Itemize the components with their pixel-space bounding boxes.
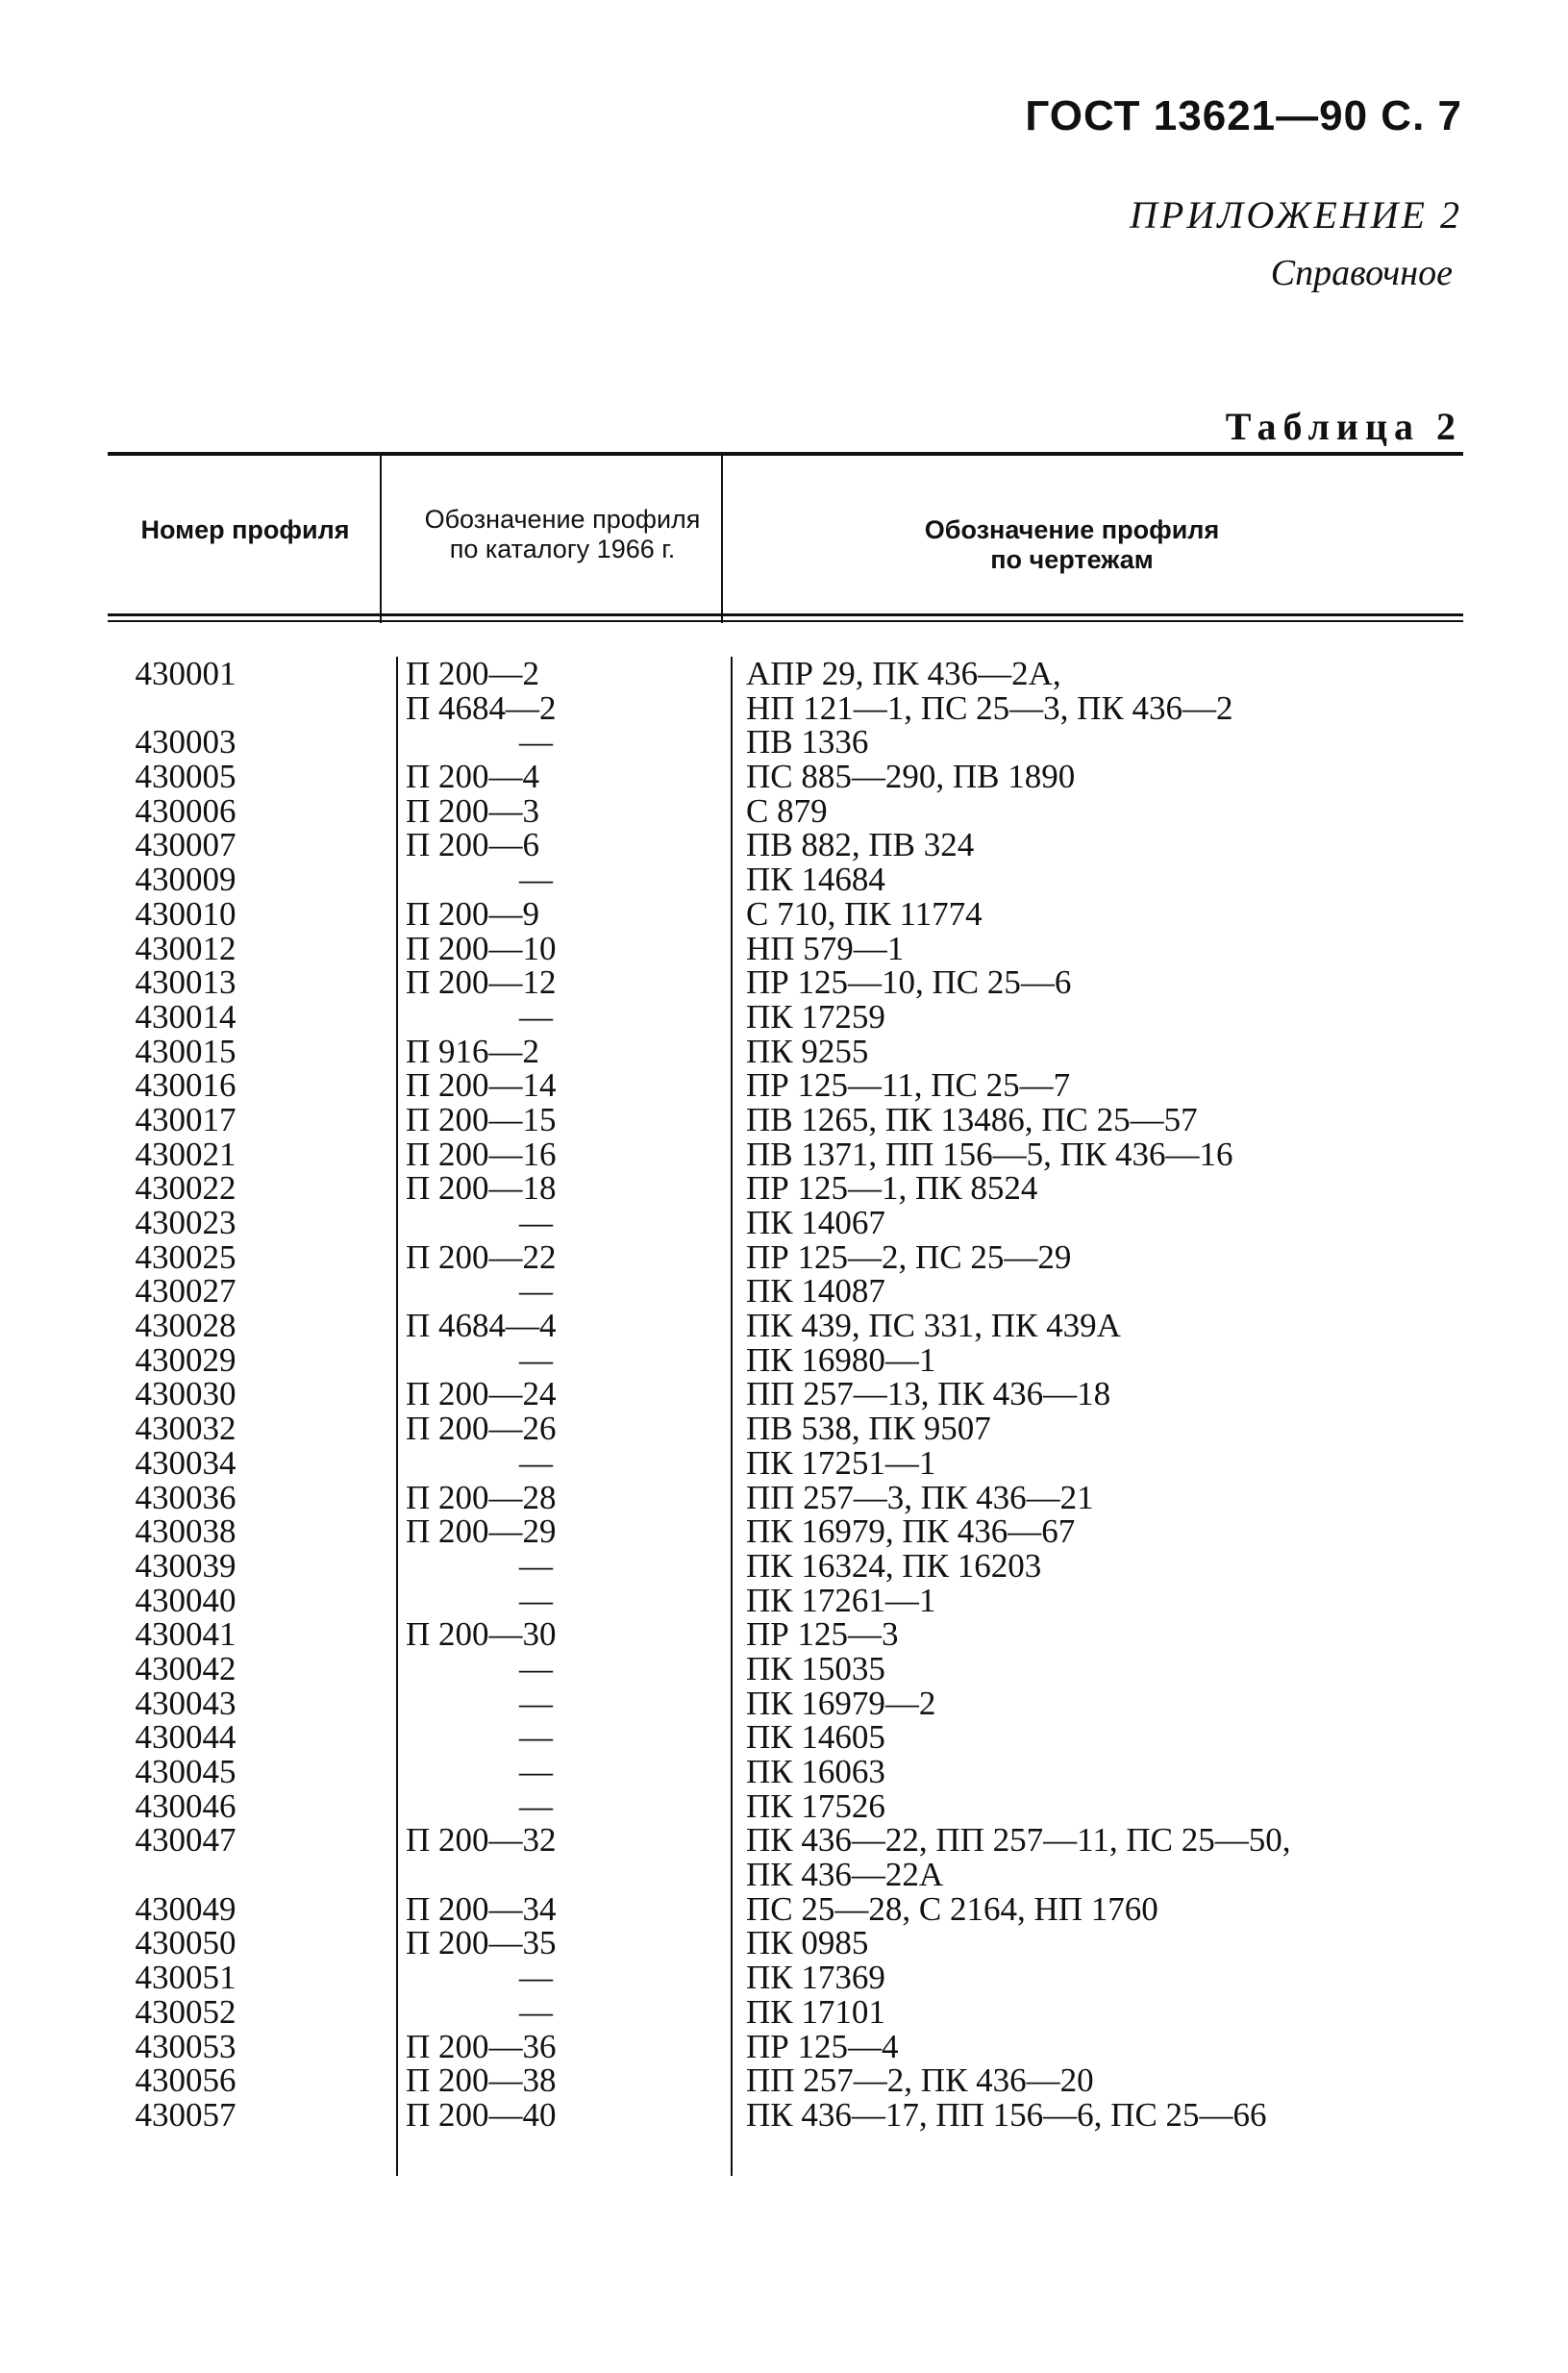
drawing-designation: ПК 14087: [746, 1272, 885, 1311]
drawing-designation: ПС 885—290, ПВ 1890: [746, 758, 1076, 796]
drawing-designation: ПК 14067: [746, 1204, 885, 1241]
profile-number: 430023: [135, 1204, 236, 1241]
profile-number: 430017: [135, 1100, 236, 1138]
profile-number: 430027: [135, 1272, 236, 1311]
drawing-designation: ПП 257—13, ПК 436—18: [746, 1375, 1111, 1413]
table-row: [0, 1340, 1568, 1379]
table-row: [0, 657, 1568, 691]
profile-number: 430046: [135, 1786, 236, 1825]
drawing-designation: ПП 257—3, ПК 436—21: [746, 1478, 1094, 1516]
drawing-designation: ПВ 538, ПК 9507: [746, 1410, 991, 1448]
table-row: [0, 1137, 1568, 1172]
catalog-designation: —: [519, 1272, 553, 1311]
table-row: [0, 828, 1568, 862]
profile-number: 430053: [135, 2027, 236, 2065]
catalog-designation: П 200—16: [406, 1135, 557, 1173]
profile-number: 430006: [135, 791, 236, 830]
table-row: [0, 2095, 1568, 2134]
profile-number: 430028: [135, 1307, 236, 1345]
drawing-designation: ПР 125—3: [746, 1615, 899, 1654]
catalog-designation: П 200—14: [406, 1066, 557, 1105]
catalog-designation: —: [519, 1684, 553, 1722]
table-row: [0, 894, 1568, 933]
drawing-designation: ПК 436—22А: [746, 1856, 944, 1894]
drawing-designation: ПК 16324, ПК 16203: [746, 1546, 1042, 1585]
catalog-designation: —: [519, 861, 553, 899]
drawing-designation: С 879: [746, 791, 828, 830]
catalog-designation: —: [519, 1753, 553, 1790]
catalog-designation: —: [519, 1786, 553, 1825]
table-row: [0, 965, 1568, 1000]
table-row: [0, 1377, 1568, 1411]
profile-number: 430039: [135, 1546, 236, 1585]
drawing-designation: ПК 17259: [746, 997, 885, 1036]
drawing-designation: ПР 125—1, ПК 8524: [746, 1169, 1038, 1208]
catalog-designation: П 200—10: [406, 929, 557, 967]
catalog-designation: П 200—3: [406, 791, 540, 830]
catalog-designation: —: [519, 1581, 553, 1619]
drawing-designation: ПК 17251—1: [746, 1443, 936, 1482]
column-divider-2: [721, 454, 723, 623]
table-row: [0, 1068, 1568, 1103]
catalog-designation: П 200—40: [406, 2095, 557, 2134]
catalog-designation: П 200—36: [406, 2027, 557, 2065]
table-row: [0, 688, 1568, 727]
profile-number: 430047: [135, 1821, 236, 1860]
drawing-designation: ПР 125—2, ПС 25—29: [746, 1237, 1072, 1276]
catalog-designation: П 4684—4: [406, 1307, 557, 1345]
catalog-designation: П 200—4: [406, 758, 540, 796]
column-divider-1: [380, 454, 382, 623]
catalog-designation: П 200—24: [406, 1375, 557, 1413]
catalog-designation: П 200—18: [406, 1169, 557, 1208]
column-header-catalog: Обозначение профиля по каталогу 1966 г.: [424, 505, 701, 563]
table-label: Таблица 2: [1225, 405, 1462, 448]
table-row: [0, 1032, 1568, 1070]
table-row: [0, 929, 1568, 967]
catalog-designation: —: [519, 1649, 553, 1687]
table-row: [0, 725, 1568, 760]
profile-number: 430042: [135, 1649, 236, 1687]
profile-number: 430007: [135, 826, 236, 864]
drawing-designation: ПК 0985: [746, 1924, 869, 1962]
appendix-title: ПРИЛОЖЕНИЕ 2: [1130, 193, 1462, 237]
drawing-designation: С 710, ПК 11774: [746, 894, 983, 933]
catalog-designation: П 200—34: [406, 1889, 557, 1928]
drawing-designation: ПК 17526: [746, 1786, 885, 1825]
drawing-designation: ПК 436—22, ПП 257—11, ПС 25—50,: [746, 1821, 1291, 1860]
profile-number: 430013: [135, 963, 236, 1002]
catalog-designation: П 200—6: [406, 826, 540, 864]
catalog-designation: П 200—29: [406, 1512, 557, 1551]
table-row: [0, 1992, 1568, 2031]
drawing-designation: ПК 14605: [746, 1718, 885, 1757]
catalog-designation: —: [519, 1718, 553, 1757]
catalog-designation: П 200—12: [406, 963, 557, 1002]
drawing-designation: ПК 16980—1: [746, 1340, 936, 1379]
catalog-designation: —: [519, 1546, 553, 1585]
drawing-designation: АПР 29, ПК 436—2А,: [746, 655, 1061, 692]
profile-number: 430022: [135, 1169, 236, 1208]
drawing-designation: ПП 257—2, ПК 436—20: [746, 2061, 1094, 2100]
table-row: [0, 1858, 1568, 1892]
appendix-type: Справочное: [1270, 253, 1453, 293]
drawing-designation: ПК 15035: [746, 1649, 885, 1687]
catalog-designation: —: [519, 997, 553, 1036]
table-row: [0, 791, 1568, 830]
profile-number: 430040: [135, 1581, 236, 1619]
table-row: [0, 862, 1568, 897]
profile-number: 430030: [135, 1375, 236, 1413]
profile-number: 430049: [135, 1889, 236, 1928]
table-row: [0, 1411, 1568, 1446]
catalog-designation: П 200—30: [406, 1615, 557, 1654]
table-row: [0, 760, 1568, 794]
profile-number: 430052: [135, 1992, 236, 2031]
table-row: [0, 1443, 1568, 1482]
profile-number: 430029: [135, 1340, 236, 1379]
profile-number: 430021: [135, 1135, 236, 1173]
column-header-number: Номер профиля: [140, 515, 350, 544]
table-header-rule: [108, 613, 1463, 616]
drawing-designation: ПР 125—4: [746, 2027, 899, 2065]
profile-number: 430012: [135, 929, 236, 967]
profile-number: 430041: [135, 1615, 236, 1654]
catalog-designation: П 200—26: [406, 1410, 557, 1448]
profile-number: 430043: [135, 1684, 236, 1722]
drawing-designation: ПК 17101: [746, 1992, 885, 2031]
table-row: [0, 1720, 1568, 1755]
table-row: [0, 1478, 1568, 1516]
drawing-designation: ПР 125—10, ПС 25—6: [746, 963, 1072, 1002]
drawing-designation: ПВ 1265, ПК 13486, ПС 25—57: [746, 1100, 1198, 1138]
drawing-designation: ПК 439, ПС 331, ПК 439А: [746, 1307, 1121, 1345]
table-row: [0, 1786, 1568, 1825]
table-row: [0, 1274, 1568, 1309]
catalog-designation: —: [519, 1204, 553, 1241]
profile-number: 430010: [135, 894, 236, 933]
catalog-designation: П 4684—2: [406, 688, 557, 727]
catalog-designation: П 200—35: [406, 1924, 557, 1962]
profile-number: 430009: [135, 861, 236, 899]
table-row: [0, 2027, 1568, 2065]
table-body: [0, 657, 1568, 2133]
profile-number: 430045: [135, 1753, 236, 1790]
profile-number: 430015: [135, 1032, 236, 1070]
profile-number: 430032: [135, 1410, 236, 1448]
drawing-designation: ПР 125—11, ПС 25—7: [746, 1066, 1071, 1105]
table-row: [0, 1755, 1568, 1789]
profile-number: 430044: [135, 1718, 236, 1757]
catalog-designation: —: [519, 723, 553, 762]
drawing-designation: ПК 9255: [746, 1032, 869, 1070]
table-row: [0, 1961, 1568, 1995]
profile-number: 430034: [135, 1443, 236, 1482]
table-row: [0, 1686, 1568, 1721]
drawing-designation: ПК 16979, ПК 436—67: [746, 1512, 1076, 1551]
table-row: [0, 1889, 1568, 1928]
table-row: [0, 1649, 1568, 1687]
table-row: [0, 1100, 1568, 1138]
table-header-rule-second: [108, 620, 1463, 622]
profile-number: 430001: [135, 655, 236, 692]
drawing-designation: ПК 17369: [746, 1959, 885, 1997]
profile-number: 430050: [135, 1924, 236, 1962]
profile-number: 430036: [135, 1478, 236, 1516]
profile-number: 430038: [135, 1512, 236, 1551]
drawing-designation: ПК 16979—2: [746, 1684, 936, 1722]
table-row: [0, 1546, 1568, 1585]
catalog-designation: П 200—32: [406, 1821, 557, 1860]
drawing-designation: ПК 436—17, ПП 156—6, ПС 25—66: [746, 2095, 1267, 2134]
catalog-designation: П 200—22: [406, 1237, 557, 1276]
profile-number: 430051: [135, 1959, 236, 1997]
catalog-designation: П 200—9: [406, 894, 540, 933]
catalog-designation: П 200—28: [406, 1478, 557, 1516]
table-row: [0, 1309, 1568, 1343]
table-row: [0, 1206, 1568, 1240]
table-row: [0, 997, 1568, 1036]
profile-number: 430005: [135, 758, 236, 796]
drawing-designation: ПК 17261—1: [746, 1581, 936, 1619]
table-row: [0, 2063, 1568, 2098]
drawing-designation: ПВ 1336: [746, 723, 869, 762]
profile-number: 430056: [135, 2061, 236, 2100]
drawing-designation: ПС 25—28, С 2164, НП 1760: [746, 1889, 1158, 1928]
catalog-designation: П 200—15: [406, 1100, 557, 1138]
catalog-designation: П 200—2: [406, 655, 540, 692]
table-row: [0, 1581, 1568, 1619]
catalog-designation: —: [519, 1959, 553, 1997]
profile-number: 430025: [135, 1237, 236, 1276]
catalog-designation: П 200—38: [406, 2061, 557, 2100]
drawing-designation: ПК 16063: [746, 1753, 885, 1790]
table-row: [0, 1514, 1568, 1549]
drawing-designation: ПВ 882, ПВ 324: [746, 826, 975, 864]
profile-number: 430014: [135, 997, 236, 1036]
catalog-designation: —: [519, 1443, 553, 1482]
table-row: [0, 1926, 1568, 1961]
table-row: [0, 1171, 1568, 1206]
drawing-designation: ПК 14684: [746, 861, 885, 899]
profile-number: 430057: [135, 2095, 236, 2134]
catalog-designation: —: [519, 1992, 553, 2031]
table-row: [0, 1823, 1568, 1858]
page-header-standard: ГОСТ 13621—90 С. 7: [1025, 92, 1462, 139]
table-top-rule: [108, 452, 1463, 456]
catalog-designation: —: [519, 1340, 553, 1379]
drawing-designation: ПВ 1371, ПП 156—5, ПК 436—16: [746, 1135, 1233, 1173]
catalog-designation: П 916—2: [406, 1032, 540, 1070]
drawing-designation: НП 121—1, ПС 25—3, ПК 436—2: [746, 688, 1233, 727]
table-row: [0, 1237, 1568, 1276]
profile-number: 430003: [135, 723, 236, 762]
drawing-designation: НП 579—1: [746, 929, 905, 967]
table-row: [0, 1617, 1568, 1652]
column-header-drawings: Обозначение профиля по чертежам: [924, 515, 1220, 574]
profile-number: 430016: [135, 1066, 236, 1105]
